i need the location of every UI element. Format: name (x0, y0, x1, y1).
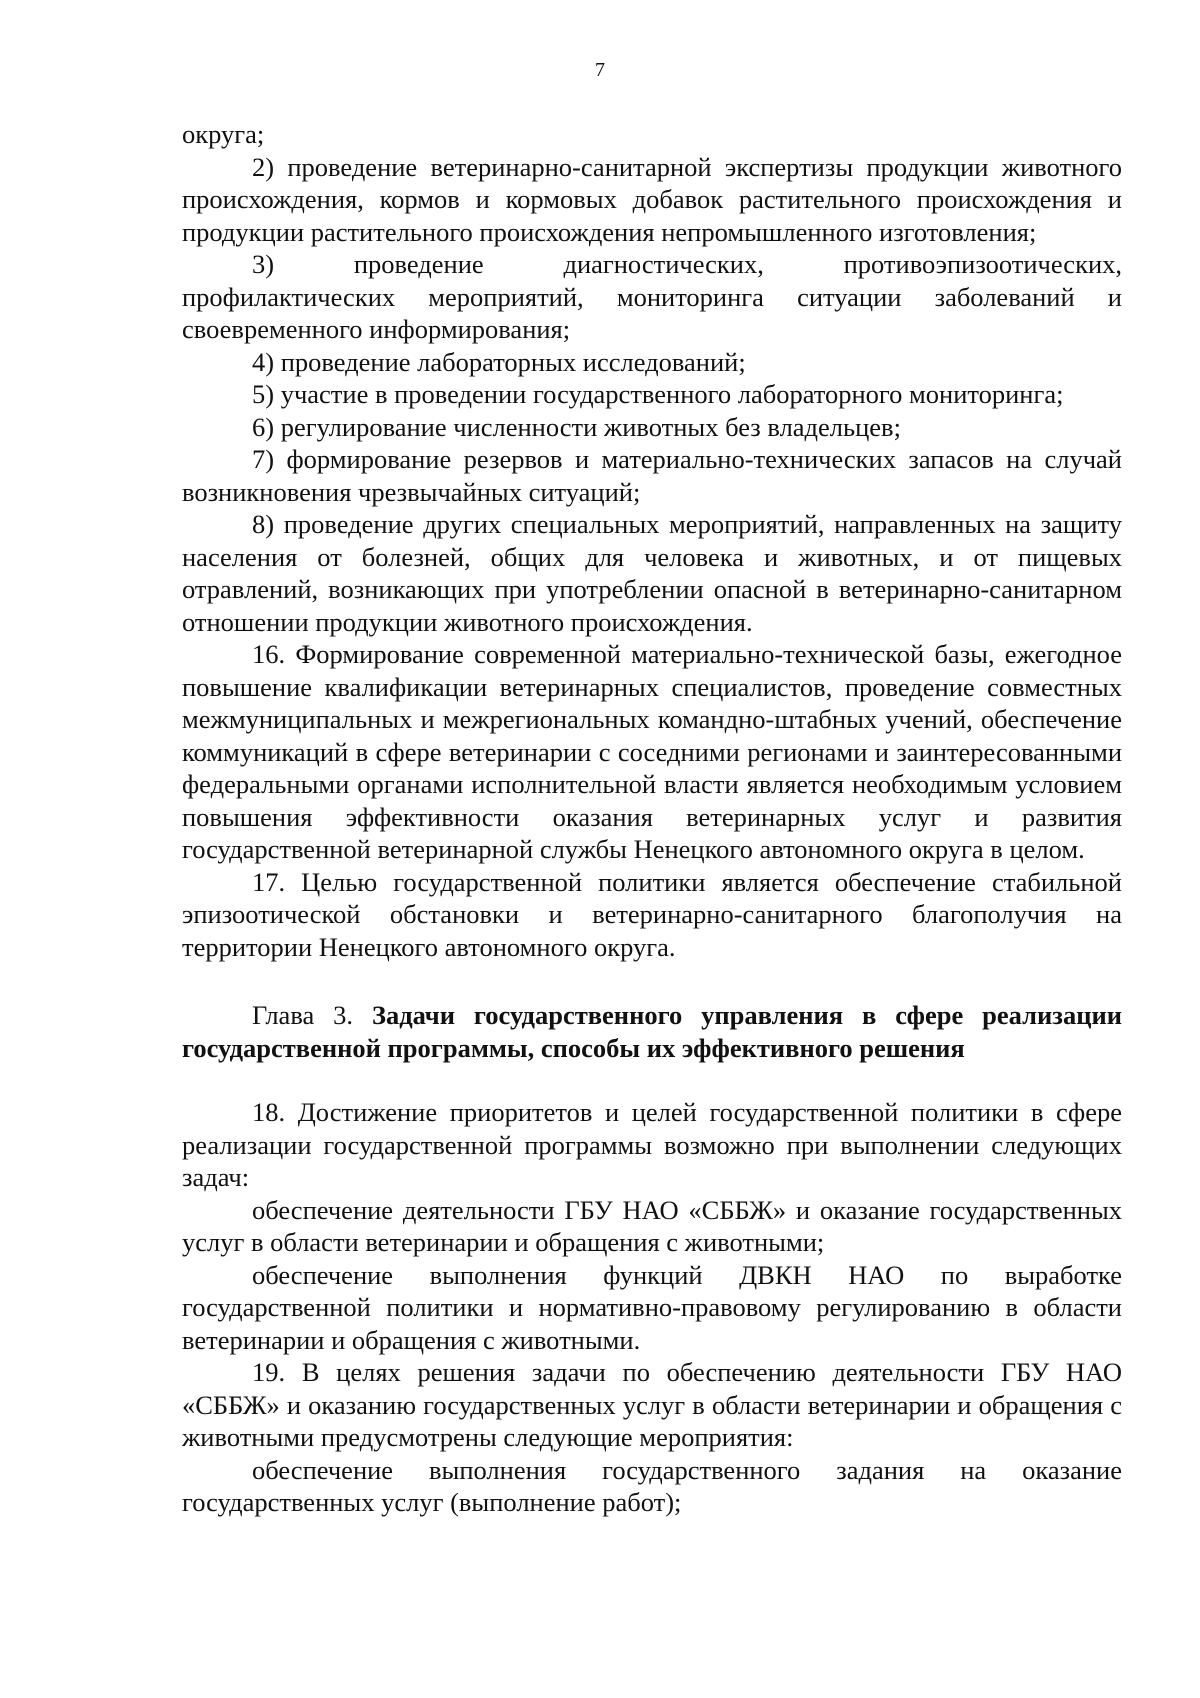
page-number: 7 (595, 59, 605, 81)
chapter-title: Задачи государственного управления в сфере реализации государственной программы, способы их эффективного решения (182, 1000, 1123, 1063)
paragraph: обеспечение выполнения государственного задания на оказание государственных услуг (выполнение работ); (182, 1454, 1122, 1517)
list-item: 7) формирование резервов и материально-технических запасов на случай возникновения чрезвычайных ситуаций; (182, 444, 1122, 507)
paragraph: 17. Целью государственной политики является обеспечение стабильной эпизоотической обстановки и ветеринарно-санитарного благополучия на территории Ненецкого автономного округа. (182, 866, 1122, 962)
document-body (182, 118, 1122, 1519)
list-item: 6) регулирование численности животных без владельцев; (252, 411, 901, 442)
list-item: 3) проведение диагностических, противоэпизоотических, профилактических мероприятий, мониторинга ситуации заболеваний и своевременного информирования; (182, 249, 1122, 344)
paragraph: 18. Достижение приоритетов и целей государственной политики в сфере реализации государственной программы возможно при выполнении следующих задач: (182, 1097, 1122, 1192)
paragraph: обеспечение выполнения функций ДВКН НАО по выработке государственной политики и нормативно-правовому регулированию в области ветеринарии и обращения с животными. (182, 1259, 1122, 1355)
paragraph: обеспечение деятельности ГБУ НАО «СББЖ» и оказание государственных услуг в области ветеринарии и обращения с животными; (182, 1194, 1122, 1257)
chapter-heading (182, 999, 1122, 1064)
paragraph: 19. В целях решения задачи по обеспечению деятельности ГБУ НАО «СББЖ» и оказанию государственных услуг в области ветеринарии и обращения с животными предусмотрены следующие мероприятия: (182, 1357, 1122, 1452)
list-item: 4) проведение лабораторных исследований; (252, 346, 746, 377)
list-item: 8) проведение других специальных мероприятий, направленных на защиту населения от болезней, общих для человека и животных, и от пищевых отравлений, возникающих при употреблении опасной в ветеринарно-санитарном отношении продукции животного происхождения. (182, 509, 1122, 637)
paragraph: округа; (182, 119, 265, 149)
chapter-label: Глава 3. (252, 1000, 354, 1030)
list-item: 5) участие в проведении государственного лабораторного мониторинга; (252, 379, 1064, 409)
paragraph: 16. Формирование современной материально-технической базы, ежегодное повышение квалификации ветеринарных специалистов, проведение совместных межмуниципальных и межрегиональных командно-штабных учений, обеспечение коммуникаций в сфере ветеринарии с соседними регионами и заинтересованными федеральными органами исполнительной власти является необходимым условием повышения эффективности оказания ветеринарных услуг и развития государственной ветеринарной службы Ненецкого автономного округа в целом. (182, 639, 1122, 864)
list-item: 2) проведение ветеринарно-санитарной экспертизы продукции животного происхождения, кормов и кормовых добавок растительного происхождения и продукции растительного происхождения непромышленного изготовления; (182, 151, 1122, 247)
